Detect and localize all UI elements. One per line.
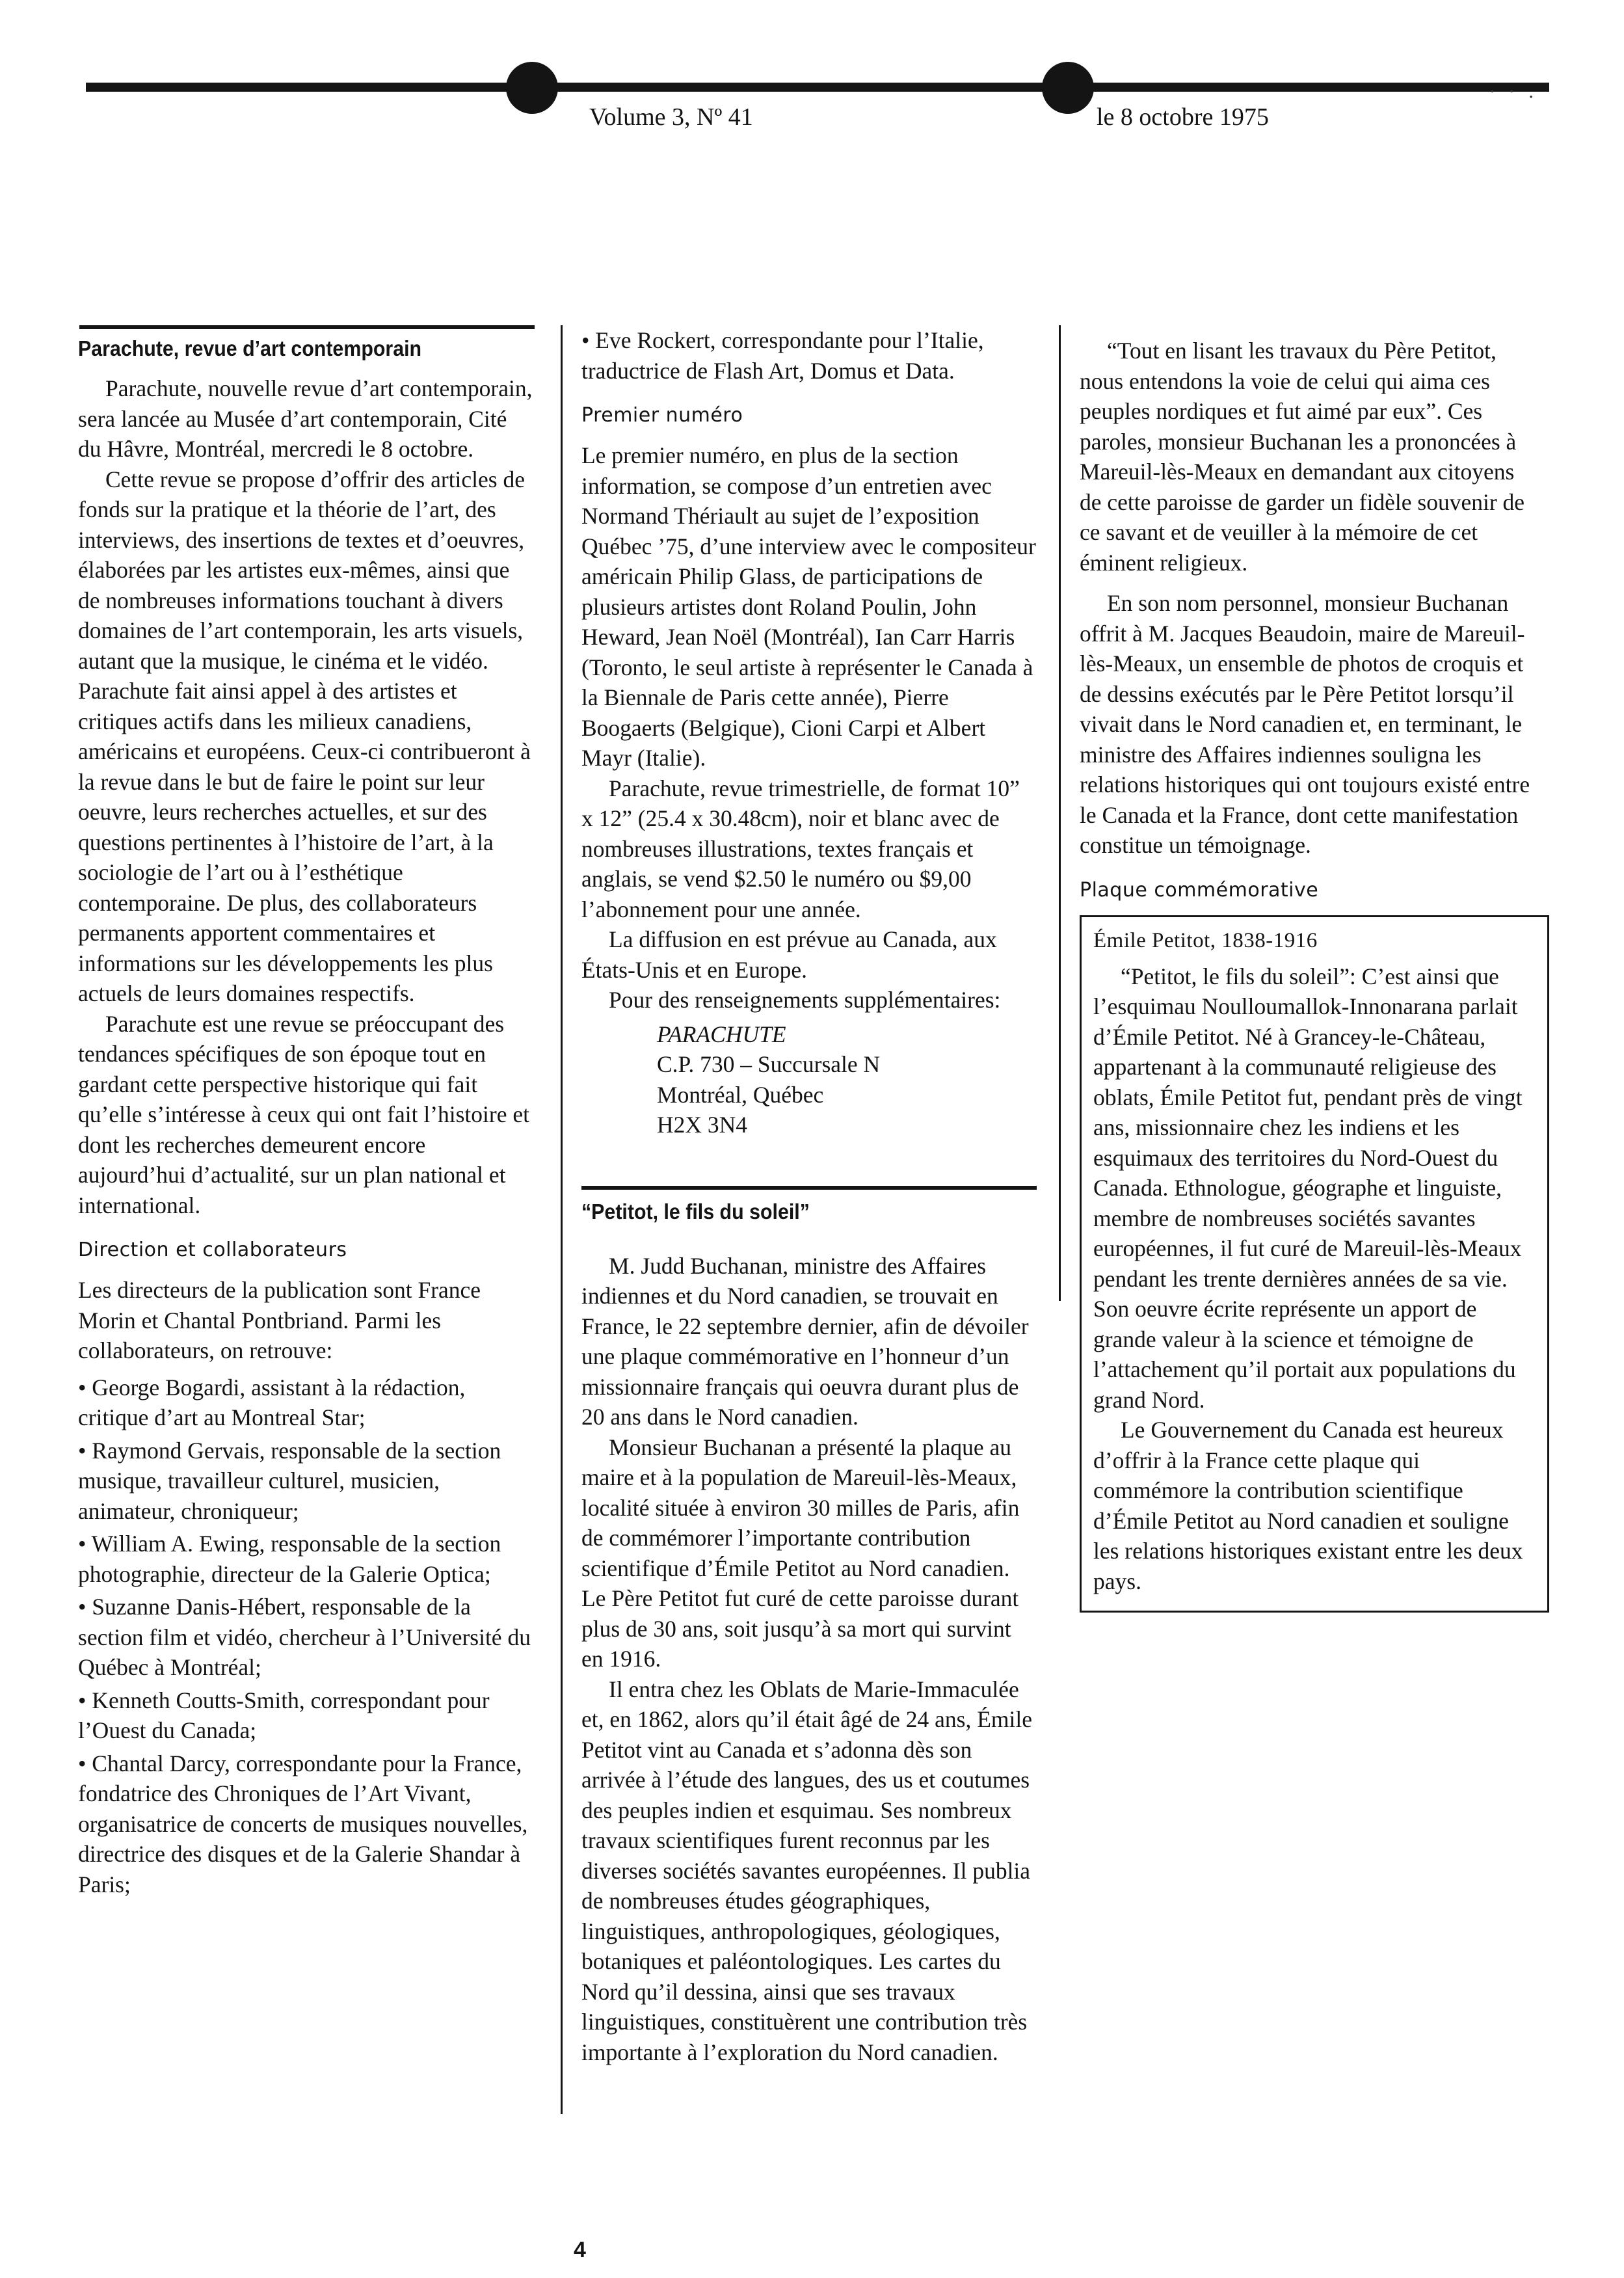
address-line: C.P. 730 – Succursale N <box>657 1051 881 1077</box>
issue-volume: Volume 3, Nº 41 <box>589 103 753 131</box>
subheading-direction: Direction et collaborateurs <box>78 1239 347 1261</box>
list-item: • Kenneth Coutts-Smith, correspondant pour l’Ouest du Canada; <box>78 1687 490 1743</box>
plaque-title: Émile Petitot, 1838-1916 <box>1093 928 1318 952</box>
collaborators-list <box>78 1373 533 1900</box>
masthead-dot-right <box>1042 62 1094 114</box>
paragraph: “Tout en lisant les travaux du Père Petitot, nous entendons la voie de celui qui aima ces peuples nordiques et fut aimé par eux”. Ces paroles, monsieur Buchanan les a prononcées à Mareuil-lès-Meaux en demandant aux citoyens de cette paroisse de garder un fidèle souvenir de ce savant et de veuiller à la mémoire de cet éminent religieux. <box>1080 338 1525 576</box>
masthead-dot-left <box>506 62 558 114</box>
list-item: • Raymond Gervais, responsable de la section musique, travailleur culturel, musicien, animateur, chroniqueur; <box>78 1437 501 1524</box>
paragraph: En son nom personnel, monsieur Buchanan offrit à M. Jacques Beaudoin, maire de Mareuil-lès-Meaux, un ensemble de photos de croquis et de dessins exécutés par le Père Petitot lorsqu’il vivait dans le Nord canadien et, en terminant, le ministre des Affaires indiennes souligna les relations historiques qui ont toujours existé entre le Canada et la France, dont cette manifestation constitue un témoignage. <box>1080 590 1530 858</box>
collaborators-list-continued <box>581 325 1037 386</box>
paragraph: Il entra chez les Oblats de Marie-Immaculée et, en 1862, alors qu’il était âgé de 24 ans, Émile Petitot vint au Canada et s’adonna dès son arrivée à l’étude des langues, des us et coutumes des peuples indien et esquimau. Ses nombreux travaux scientifiques furent reconnus par les diverses sociétés savantes européennes. Il publia de nombreuses études géographiques, linguistiques, anthropologiques, géologiques, botaniques et paléontologiques. Les cartes du Nord qu’il dessina, ainsi que ses travaux linguistiques, constituèrent une contribution très importante à l’exploration du Nord canadien. <box>581 1676 1033 2065</box>
mailing-address <box>581 1019 1037 1140</box>
column-1 <box>78 325 533 1899</box>
address-line: H2X 3N4 <box>657 1112 748 1138</box>
paragraph: M. Judd Buchanan, ministre des Affaires indiennes et du Nord canadien, se trouvait en France, le 22 septembre dernier, afin de dévoiler une plaque commémorative en l’honneur d’un missionnaire français qui oeuvra durant plus de 20 ans dans le Nord canadien. <box>581 1252 1029 1430</box>
address-line: PARACHUTE <box>657 1021 786 1047</box>
column-3 <box>1080 325 1535 1613</box>
list-item: • Suzanne Danis-Hébert, responsable de la section film et vidéo, chercheur à l’Université du Québec à Montréal; <box>78 1594 531 1680</box>
list-item: • Chantal Darcy, correspondante pour la France, fondatrice des Chroniques de l’Art Vivant, organisatrice de concerts de musiques nouvelles, directrice des disques et de la Galerie Shandar à Paris; <box>78 1750 528 1897</box>
article-rule <box>581 1186 1037 1190</box>
article-title-petitot: “Petitot, le fils du soleil” <box>581 1199 810 1224</box>
paragraph: “Petitot, le fils du soleil”: C’est ainsi que l’esquimau Noulloumallok-Innonarana parlait d’Émile Petitot. Né à Grancey-le-Château, appartenant à la communauté religieuse des oblats, Émile Petitot fut, pendant près de vingt ans, missionnaire chez les indiens et les esquimaux des territoires du Nord-Ouest du Canada. Ethnologue, géographe et linguiste, membre de nombreuses sociétés savantes européennes, il fut curé de Mareuil-lès-Meaux pendant les trente dernières années de sa vie. Son oeuvre écrite représente un apport de grande valeur à la science et témoigne de l’attachement qu’il portait aux populations du grand Nord. <box>1093 963 1523 1413</box>
paragraph: Cette revue se propose d’offrir des articles de fonds sur la pratique et la théorie de l’art, des interviews, des insertions de textes et d’oeuvres, élaborées par les artistes eux-mêmes, ainsi que de nombreuses informations touchant à divers domaines de l’art contemporain, les arts visuels, autant que la musique, le cinéma et le vidéo. Parachute fait ainsi appel à des artistes et critiques actifs dans les milieux canadiens, américains et européens. Ceux-ci contribueront à la revue dans le but de faire le point sur leur oeuvre, leurs recherches actuelles, et sur des questions pertinentes à l’histoire de l’art, à la sociologie de l’art ou à l’esthétique contemporaine. De plus, des collaborateurs permanents apportent commentaires et informations sur les développements les plus actuels de leurs domaines respectifs. <box>78 466 531 1006</box>
paragraph: Parachute est une revue se préoccupant des tendances spécifiques de son époque tout en gardant cette perspective historique qui fait qu’elle s’intéresse à ceux qui ont fait l’histoire et dont les recherches demeurent encore aujourd’hui d’actualité, sur un plan national et international. <box>78 1010 529 1218</box>
list-item: • George Bogardi, assistant à la rédaction, critique d’art au Montreal Star; <box>78 1374 466 1430</box>
paragraph: Pour des renseignements supplémentaires: <box>609 987 1001 1013</box>
issue-date: le 8 octobre 1975 <box>1097 103 1269 131</box>
paragraph: Le Gouvernement du Canada est heureux d’offrir à la France cette plaque qui commémore la contribution scientifique d’Émile Petitot au Nord canadien et souligne les relations historiques existant entre les deux pays. <box>1093 1417 1523 1594</box>
list-item: • Eve Rockert, correspondante pour l’Italie, traductrice de Flash Art, Domus et Data. <box>581 327 984 384</box>
paragraph: Le premier numéro, en plus de la section information, se compose d’un entretien avec Normand Thériault au sujet de l’exposition Québec ’75, d’une interview avec le compositeur américain Philip Glass, de participations de plusieurs artistes dont Roland Poulin, John Heward, Jean Noël (Montréal), Ian Carr Harris (Toronto, le seul artiste à représenter le Canada à la Biennale de Paris cette année), Pierre Boogaerts (Belgique), Cioni Carpi et Albert Mayr (Italie). <box>581 442 1036 771</box>
masthead-rule <box>86 83 1549 92</box>
list-item: • William A. Ewing, responsable de la section photographie, directeur de la Galerie Optica; <box>78 1531 501 1587</box>
masthead-specks: · · . <box>1489 81 1538 102</box>
plaque-box <box>1080 915 1549 1613</box>
paragraph: Parachute, revue trimestrielle, de format 10” x 12” (25.4 x 30.48cm), noir et blanc avec de nombreuses illustrations, textes français et anglais, se vend $2.50 le numéro ou $9,00 l’abonnement pour une année. <box>581 775 1020 922</box>
paragraph: Monsieur Buchanan a présenté la plaque au maire et à la population de Mareuil-lès-Meaux, localité située à environ 30 milles de Paris, afin de commémorer l’importante contribution scientifique d’Émile Petitot au Nord canadien. Le Père Petitot fut curé de cette paroisse durant plus de 30 ans, soit jusqu’à sa mort qui survint en 1916. <box>581 1434 1020 1672</box>
article-title-parachute: Parachute, revue d’art contemporain <box>78 336 422 360</box>
paragraph: Parachute, nouvelle revue d’art contemporain, sera lancée au Musée d’art contemporain, Cité du Hâvre, Montréal, mercredi le 8 octobre. <box>78 375 533 462</box>
page-number: 4 <box>574 2238 586 2262</box>
subheading-premier-numero: Premier numéro <box>581 404 743 427</box>
column-divider-2 <box>1059 325 1061 1301</box>
subheading-plaque: Plaque commémorative <box>1080 878 1319 902</box>
paragraph: Les directeurs de la publication sont France Morin et Chantal Pontbriand. Parmi les collaborateurs, on retrouve: <box>78 1277 481 1363</box>
column-2 <box>581 325 1037 2067</box>
paragraph: La diffusion en est prévue au Canada, aux États-Unis et en Europe. <box>581 926 997 983</box>
article-rule <box>79 325 535 329</box>
column-divider-1 <box>561 325 563 2114</box>
address-line: Montréal, Québec <box>657 1081 824 1108</box>
